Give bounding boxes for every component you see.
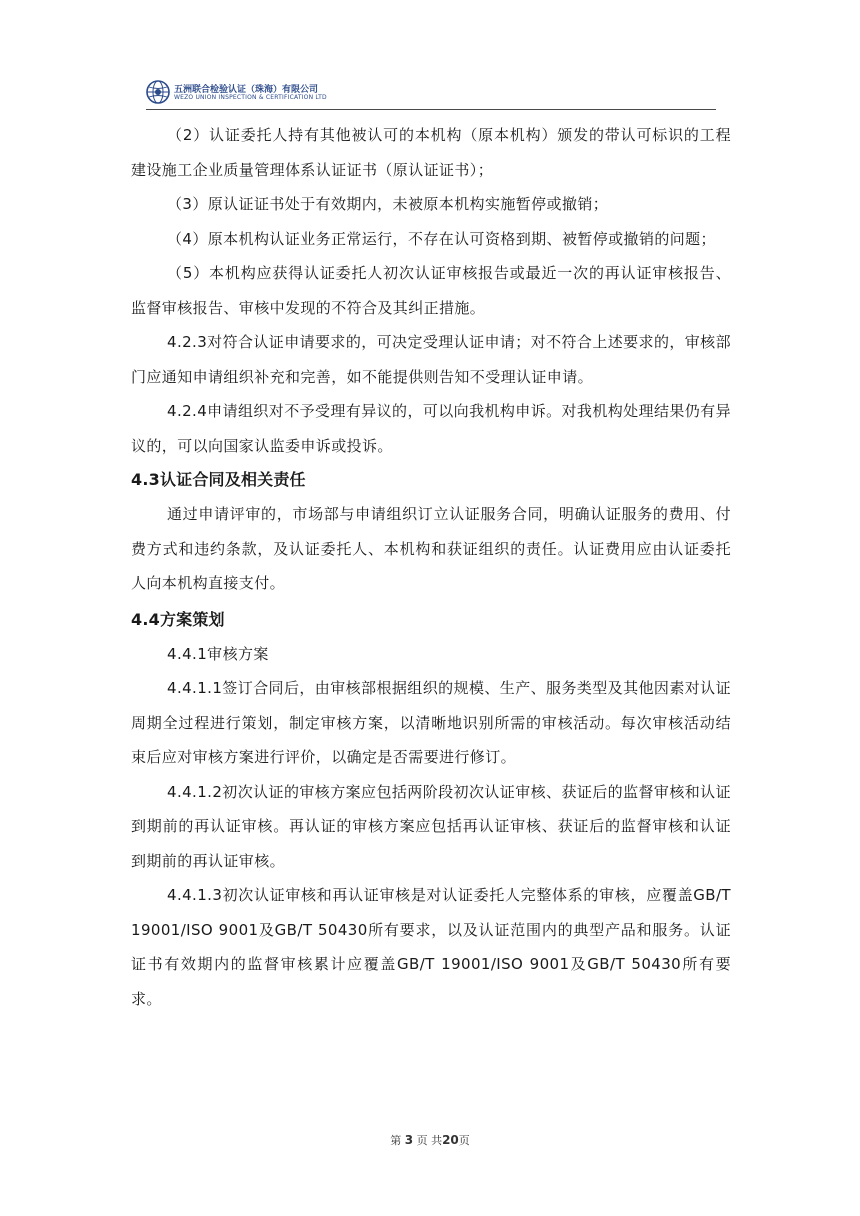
- header-divider: [146, 109, 716, 110]
- page-total: 20: [442, 1133, 459, 1147]
- document-body: [131, 118, 731, 1016]
- paragraph-4-2-3: 4.2.3对符合认证申请要求的，可决定受理认证申请；对不符合上述要求的，审核部门应通知申请组织补充和完善，如不能提供则告知不受理认证申请。: [131, 333, 731, 386]
- footer-prefix: 第: [390, 1134, 402, 1147]
- paragraph-4-2-4: 4.2.4申请组织对不予受理有异议的，可以向我机构申诉。对我机构处理结果仍有异议的，可以向国家认监委申诉或投诉。: [131, 402, 731, 455]
- paragraph-item-4: （4）原本机构认证业务正常运行，不存在认可资格到期、被暂停或撤销的问题；: [167, 229, 716, 248]
- footer-suffix: 页: [458, 1134, 470, 1147]
- section-heading-4-4: 4.4方案策划: [131, 609, 225, 629]
- paragraph-4-3-body: 通过申请评审的，市场部与申请组织订立认证服务合同，明确认证服务的费用、付费方式和违约条款，及认证委托人、本机构和获证组织的责任。认证费用应由认证委托人向本机构直接支付。: [131, 505, 731, 592]
- page-footer: [0, 1132, 860, 1148]
- globe-logo-icon: [146, 80, 170, 104]
- footer-middle: 页 共: [416, 1134, 443, 1147]
- company-name-cn: 五洲联合检验认证（珠海）有限公司: [174, 85, 319, 95]
- section-heading-4-3: 4.3认证合同及相关责任: [131, 470, 306, 489]
- paragraph-item-5: （5）本机构应获得认证委托人初次认证审核报告或最近一次的再认证审核报告、监督审核报告、审核中发现的不符合及其纠正措施。: [131, 264, 731, 317]
- page-number: 3: [404, 1133, 414, 1147]
- paragraph-4-4-1-2: 4.4.1.2初次认证的审核方案应包括两阶段初次认证审核、获证后的监督审核和认证到期前的再认证审核。再认证的审核方案应包括再认证审核、获证后的监督审核和认证到期前的再认证审核。: [131, 782, 731, 870]
- company-name-en: WEZO UNION INSPECTION & CERTIFICATION LTD: [174, 94, 327, 101]
- paragraph-4-4-1-1: 4.4.1.1签订合同后，由审核部根据组织的规模、生产、服务类型及其他因素对认证周期全过程进行策划，制定审核方案，以清晰地识别所需的审核活动。每次审核活动结束后应对审核方案进行评价，以确定是否需要进行修订。: [131, 679, 731, 766]
- subheading-4-4-1: 4.4.1审核方案: [167, 644, 269, 663]
- document-header: [146, 80, 716, 108]
- paragraph-item-3: （3）原认证证书处于有效期内，未被原本机构实施暂停或撤销；: [167, 195, 609, 213]
- paragraph-item-2: （2）认证委托人持有其他被认可的本机构（原本机构）颁发的带认可标识的工程建设施工企业质量管理体系认证证书（原认证证书）；: [131, 126, 731, 179]
- paragraph-4-4-1-3: 4.4.1.3初次认证审核和再认证审核是对认证委托人完整体系的审核，应覆盖GB/T 19001/ISO 9001及GB/T 50430所有要求，以及认证范围内的典型产品和服务。认证证书有效期内的监督审核累计应覆盖GB/T 19001/ISO 9001及GB/T 50430所有要求。: [131, 886, 731, 1008]
